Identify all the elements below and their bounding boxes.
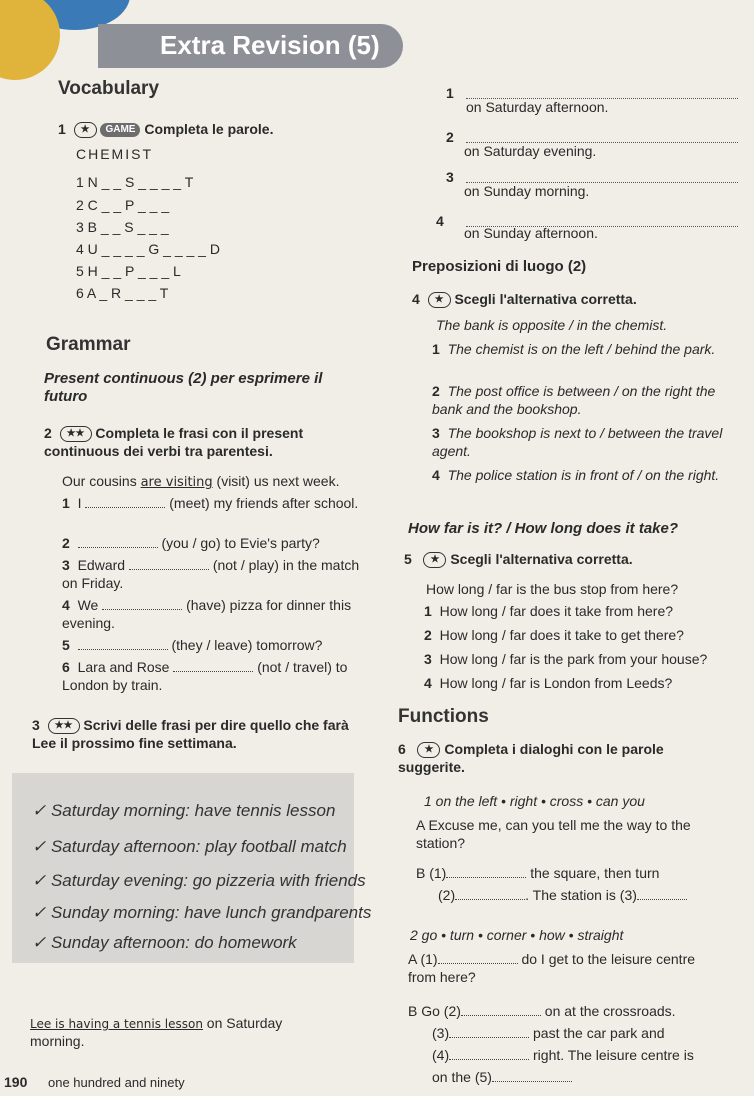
grammar-subheading: Present continuous (2) per esprimere il futuro <box>44 370 323 405</box>
item-text[interactable]: The bookshop is next to / between the travel agent. <box>432 425 723 459</box>
answer-blank[interactable] <box>78 547 158 548</box>
answer-number: 1 <box>446 85 454 101</box>
example-line2: morning. <box>30 1033 85 1049</box>
gap-item <box>62 556 362 592</box>
game-badge: GAME <box>100 123 140 137</box>
exercise-instruction: Completa le parole. <box>144 121 274 137</box>
word-item: 5 H _ _ P _ _ _ L <box>76 263 181 279</box>
functions-heading: Functions <box>398 706 489 727</box>
difficulty-stars-icon: ★★ <box>48 718 80 734</box>
dialogue-text: right. The leisure centre is <box>529 1047 694 1063</box>
example-sentence: How long / far is the bus stop from here? <box>426 581 679 597</box>
gap-item <box>62 658 362 694</box>
example-pre: Our cousins <box>62 473 141 489</box>
schedule-item: ✓ Sunday afternoon: do homework <box>32 933 297 952</box>
vocabulary-heading: Vocabulary <box>58 78 160 99</box>
answer-blank[interactable] <box>173 671 253 672</box>
gap-item <box>62 636 362 654</box>
answer-tail: on Sunday afternoon. <box>464 225 598 241</box>
gap-number: on the (5) <box>432 1069 492 1085</box>
exercise-5-header <box>404 550 633 568</box>
exercise-number: 5 <box>404 551 412 567</box>
exercise-number: 2 <box>44 425 52 441</box>
difficulty-stars-icon: ★★ <box>60 426 92 442</box>
word-bank: 1 on the left • right • cross • can you <box>424 793 645 809</box>
dialogue-text: past the car park and <box>529 1025 665 1041</box>
difficulty-star-icon: ★ <box>417 742 440 758</box>
item-pre: Lara and Rose <box>77 659 174 675</box>
word-item: 4 U _ _ _ _ G _ _ _ _ D <box>76 241 220 257</box>
example-sentence <box>30 1014 360 1033</box>
difficulty-star-icon: ★ <box>423 552 446 568</box>
item-post: (you / go) to Evie's party? <box>157 535 320 551</box>
decorative-blob-yellow <box>0 0 60 80</box>
exercise-6-header <box>398 740 728 776</box>
exercise-instruction: Scegli l'alternativa corretta. <box>454 291 637 307</box>
item-text[interactable]: How long / far is London from Leeds? <box>439 675 673 691</box>
answer-blank[interactable] <box>129 569 209 570</box>
item-number: 2 <box>432 383 440 399</box>
gap-number: B (1) <box>416 865 447 881</box>
answer-blank[interactable] <box>455 899 525 900</box>
answer-blank[interactable] <box>637 899 687 900</box>
example-word: CHEMIST <box>76 146 153 162</box>
example-sentence <box>62 472 362 492</box>
answer-blank[interactable] <box>449 1059 529 1060</box>
item-number: 3 <box>424 651 432 667</box>
example-answer: are visiting <box>140 475 213 490</box>
dialogue-text: the square, then turn <box>526 865 660 881</box>
item-number: 3 <box>432 425 440 441</box>
answer-blank[interactable] <box>449 1037 529 1038</box>
gap-number: B Go (2) <box>408 1003 461 1019</box>
answer-blank[interactable] <box>78 649 168 650</box>
gap-number: (4) <box>432 1047 450 1063</box>
choice-item <box>432 382 732 418</box>
choice-item <box>432 424 732 460</box>
answer-tail: on Saturday evening. <box>464 143 597 159</box>
dialogue-line <box>408 1002 728 1020</box>
example-post: (visit) us next week. <box>212 473 340 489</box>
dialogue-line: A Excuse me, can you tell me the way to the station? <box>416 817 691 851</box>
page-title: Extra Revision (5) <box>160 30 380 60</box>
gap-number: A (1) <box>408 951 438 967</box>
gap-number: (2) <box>438 887 456 903</box>
item-pre: I <box>77 495 86 511</box>
exercise-instruction: Scegli l'alternativa corretta. <box>450 551 633 567</box>
item-number: 1 <box>62 495 70 511</box>
schedule-item: ✓ Saturday morning: have tennis lesson <box>32 801 336 820</box>
dialogue-line <box>432 1046 732 1064</box>
exercise-instruction: Completa i dialoghi con le parole suggerite. <box>398 741 664 776</box>
gap-item <box>62 494 362 512</box>
page-number: 190 <box>4 1074 28 1090</box>
answer-blank[interactable] <box>461 1015 541 1016</box>
item-pre: We <box>77 597 103 613</box>
item-pre: Edward <box>77 557 129 573</box>
schedule-item: ✓ Saturday afternoon: play football match <box>32 837 347 856</box>
exercise-4-header <box>412 290 637 308</box>
choice-item <box>432 466 732 484</box>
choice-item <box>424 650 707 668</box>
gap-item <box>62 596 362 632</box>
dialogue-text: do I get to the leisure centre from here? <box>408 951 696 985</box>
word-bank: 2 go • turn • corner • how • straight <box>410 927 624 943</box>
example-sentence: The bank is opposite / in the chemist. <box>436 317 668 333</box>
item-number: 5 <box>62 637 70 653</box>
item-post: (meet) my friends after school. <box>165 495 359 511</box>
item-number: 6 <box>62 659 70 675</box>
item-post: (they / leave) tomorrow? <box>167 637 323 653</box>
difficulty-star-icon: ★ <box>74 122 97 138</box>
item-number: 3 <box>62 557 70 573</box>
exercise-number: 1 <box>58 121 66 137</box>
exercise-2-header <box>44 424 364 460</box>
item-text[interactable]: The post office is between / on the right the bank and the bookshop. <box>432 383 716 417</box>
example-answer: Lee is having a tennis lesson <box>30 1017 203 1031</box>
howfar-heading: How far is it? / How long does it take? <box>408 520 679 537</box>
grammar-heading: Grammar <box>46 334 131 355</box>
item-number: 1 <box>432 341 440 357</box>
answer-blank[interactable] <box>446 877 526 878</box>
dialogue-line <box>438 886 738 904</box>
item-post: (have) pizza for dinner this evening. <box>62 597 352 631</box>
exercise-1-header <box>58 120 273 138</box>
exercise-instruction: Completa le frasi con il present continuous dei verbi tra parentesi. <box>44 425 304 460</box>
gap-number: (3) <box>432 1025 450 1041</box>
item-post: (not / play) in the match on Friday. <box>62 557 360 591</box>
exercise-number: 4 <box>412 291 420 307</box>
item-number: 2 <box>424 627 432 643</box>
item-number: 4 <box>432 467 440 483</box>
item-text[interactable]: The police station is in front of / on the right. <box>447 467 720 483</box>
exercise-number: 3 <box>32 717 40 733</box>
answer-number: 4 <box>436 213 444 229</box>
difficulty-star-icon: ★ <box>428 292 451 308</box>
answer-blank[interactable] <box>85 507 165 508</box>
answer-number: 3 <box>446 169 454 185</box>
answer-blank[interactable] <box>492 1081 572 1082</box>
dialogue-text: on at the crossroads. <box>540 1003 676 1019</box>
item-number: 1 <box>424 603 432 619</box>
schedule-item: ✓ Saturday evening: go pizzeria with friends <box>32 871 366 890</box>
exercise-instruction: Scrivi delle frasi per dire quello che farà Lee il prossimo fine settimana. <box>32 717 349 752</box>
word-item: 1 N _ _ S _ _ _ _ T <box>76 174 194 190</box>
answer-blank[interactable] <box>438 963 518 964</box>
exercise-3-header <box>32 716 372 752</box>
answer-blank[interactable] <box>102 609 182 610</box>
choice-item <box>424 626 684 644</box>
schedule-item: ✓ Sunday morning: have lunch grandparents <box>32 903 372 922</box>
prepositions-heading: Preposizioni di luogo (2) <box>412 258 587 275</box>
answer-number: 2 <box>446 129 454 145</box>
dialogue-line <box>408 950 718 986</box>
dialogue-line <box>432 1024 732 1042</box>
gap-item <box>62 534 362 552</box>
item-text[interactable]: How long / far does it take from here? <box>439 603 674 619</box>
item-number: 2 <box>62 535 70 551</box>
example-post: on Saturday <box>202 1015 283 1031</box>
word-item: 2 C _ _ P _ _ _ <box>76 197 170 213</box>
choice-item <box>432 340 732 358</box>
dialogue-text: . The station is (3) <box>525 887 637 903</box>
word-item: 6 A _ R _ _ _ T <box>76 285 169 301</box>
dialogue-line <box>432 1068 732 1086</box>
item-post: (not / travel) to London by train. <box>62 659 348 693</box>
word-item: 3 B _ _ S _ _ _ <box>76 219 169 235</box>
item-text[interactable]: How long / far is the park from your house? <box>439 651 708 667</box>
exercise-number: 6 <box>398 741 406 757</box>
page-number-words: one hundred and ninety <box>48 1075 185 1090</box>
item-number: 4 <box>424 675 432 691</box>
choice-item <box>424 602 673 620</box>
answer-tail: on Sunday morning. <box>464 183 590 199</box>
item-number: 4 <box>62 597 70 613</box>
dialogue-line <box>416 864 736 882</box>
answer-tail: on Saturday afternoon. <box>466 99 609 115</box>
item-text[interactable]: How long / far does it take to get there? <box>439 627 684 643</box>
item-text[interactable]: The chemist is on the left / behind the park. <box>447 341 716 357</box>
choice-item <box>424 674 672 692</box>
